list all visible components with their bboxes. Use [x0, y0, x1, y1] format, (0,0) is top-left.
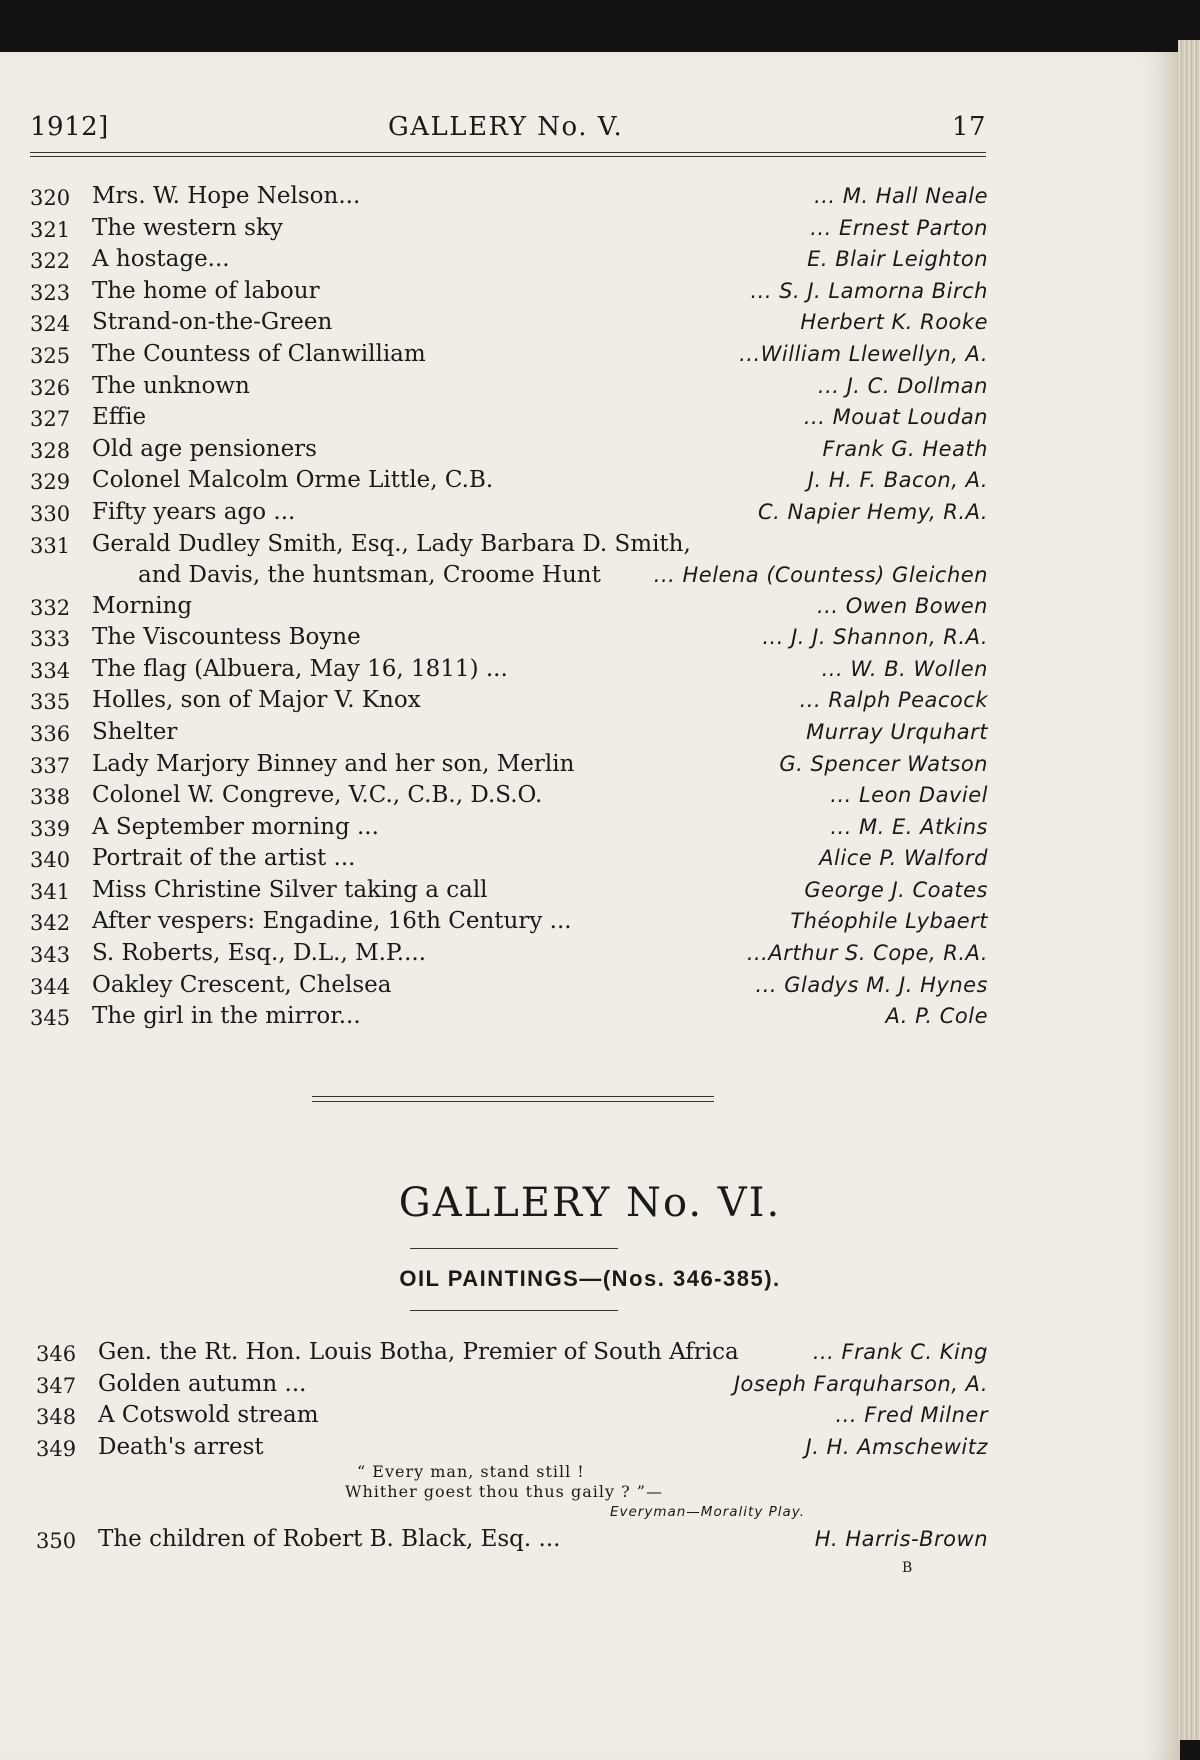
entry-number: 329 — [30, 470, 71, 495]
entry-artist: George J. Coates — [804, 877, 988, 902]
entry-number: 328 — [30, 438, 71, 463]
entry-number: 342 — [30, 911, 71, 936]
signature-mark: B — [902, 1560, 913, 1576]
header-rule — [30, 152, 986, 157]
catalogue-entry — [30, 371, 988, 403]
entry-title: The girl in the mirror... — [92, 1003, 361, 1030]
entry-title: The flag (Albuera, May 16, 1811) ... — [92, 655, 508, 682]
catalogue-entry — [36, 1337, 988, 1369]
entry-artist: ... Helena (Countess) Gleichen — [653, 562, 988, 587]
entry-number: 330 — [30, 501, 71, 526]
quote-line-1: “ Every man, stand still ! — [357, 1462, 585, 1481]
entry-number: 334 — [30, 658, 71, 683]
entry-title: Lady Marjory Binney and her son, Merlin — [92, 750, 575, 777]
quote-source: Everyman—Morality Play. — [609, 1504, 805, 1520]
catalogue-entry — [30, 434, 988, 466]
catalogue-entry — [30, 938, 988, 970]
gallery-vi-list — [36, 1337, 988, 1463]
entry-number: 345 — [30, 1006, 71, 1031]
catalogue-entry — [36, 1400, 988, 1432]
entry-artist: ... Gladys M. J. Hynes — [755, 972, 988, 997]
entry-artist: ... W. B. Wollen — [821, 656, 988, 681]
entry-number: 344 — [30, 974, 71, 999]
entry-title: Colonel W. Congreve, V.C., C.B., D.S.O. — [92, 782, 543, 809]
epigraph-quote — [345, 1462, 815, 1522]
entry-artist: ... J. J. Shannon, R.A. — [762, 625, 988, 650]
catalogue-entry — [36, 1432, 988, 1464]
catalogue-entry — [30, 717, 988, 749]
entry-title: A Cotswold stream — [98, 1402, 319, 1429]
entry-number: 326 — [30, 375, 71, 400]
catalogue-entry — [30, 970, 988, 1002]
catalogue-entry — [30, 402, 988, 434]
catalogue-entry — [30, 213, 988, 245]
entry-title: Strand-on-the-Green — [92, 309, 333, 336]
entry-title: S. Roberts, Esq., D.L., M.P.... — [92, 940, 427, 967]
subtitle-rule — [410, 1310, 618, 1311]
entry-number: 331 — [30, 533, 71, 558]
catalogue-entry — [36, 1524, 988, 1556]
entry-title: The children of Robert B. Black, Esq. ... — [98, 1526, 561, 1552]
entry-artist: ... J. C. Dollman — [817, 373, 988, 398]
entry-artist: J. H. F. Bacon, A. — [807, 468, 988, 493]
entry-artist: H. Harris-Brown — [814, 1527, 988, 1551]
entry-title: The western sky — [92, 214, 283, 241]
entry-title: Morning — [92, 592, 193, 619]
entry-artist: ... Frank C. King — [812, 1340, 988, 1364]
entry-title: Death's arrest — [98, 1433, 264, 1460]
entry-artist: Théophile Lybaert — [790, 909, 988, 934]
entry-title: Portrait of the artist ... — [92, 845, 356, 872]
entry-artist: ... Mouat Loudan — [803, 405, 988, 430]
entry-number: 347 — [36, 1373, 77, 1398]
catalogue-entry — [30, 622, 988, 654]
entry-artist: ... S. J. Lamorna Birch — [750, 278, 988, 303]
entry-number: 332 — [30, 595, 71, 620]
catalogue-entry — [30, 875, 988, 907]
entry-artist: Frank G. Heath — [822, 436, 988, 461]
entry-title-continued: and Davis, the huntsman, Croome Hunt — [138, 561, 601, 588]
entry-title: Gen. the Rt. Hon. Louis Botha, Premier of South Africa — [98, 1339, 739, 1365]
gallery-v-list — [30, 181, 988, 1033]
entry-number: 340 — [30, 848, 71, 873]
entry-title: Oakley Crescent, Chelsea — [92, 971, 392, 998]
title-rule — [410, 1248, 618, 1249]
entry-artist: ...William Llewellyn, A. — [739, 341, 988, 366]
catalogue-entry — [36, 1369, 988, 1401]
entry-number: 333 — [30, 627, 71, 652]
catalogue-entry — [30, 1001, 988, 1033]
entry-title: Fifty years ago ... — [92, 498, 296, 525]
entry-title: Miss Christine Silver taking a call — [92, 876, 488, 903]
catalogue-entry — [30, 906, 988, 938]
catalogue-entry — [30, 812, 988, 844]
entry-title: Gerald Dudley Smith, Esq., Lady Barbara D. Smith, — [92, 530, 691, 557]
running-head-year: 1912] — [30, 112, 109, 142]
catalogue-entry — [30, 654, 988, 686]
entry-number: 322 — [30, 249, 71, 274]
entry-artist: Murray Urquhart — [806, 719, 988, 744]
entry-number: 337 — [30, 753, 71, 778]
section-divider — [312, 1096, 714, 1102]
entry-number: 321 — [30, 217, 71, 242]
entry-title: Colonel Malcolm Orme Little, C.B. — [92, 467, 494, 494]
catalogue-entry — [30, 465, 988, 497]
entry-title: Holles, son of Major V. Knox — [92, 687, 421, 714]
entry-artist: ... Leon Daviel — [830, 783, 988, 808]
entry-artist: Alice P. Walford — [819, 846, 988, 871]
entry-number: 343 — [30, 943, 71, 968]
entry-number: 327 — [30, 407, 71, 432]
entry-title: A September morning ... — [92, 813, 379, 840]
entry-number: 349 — [36, 1436, 77, 1461]
entry-title: Shelter — [92, 718, 178, 745]
catalogue-entry — [30, 244, 988, 276]
entry-artist: ...Arthur S. Cope, R.A. — [746, 941, 988, 966]
gallery-vi-list-continued — [36, 1524, 988, 1556]
entry-number: 320 — [30, 186, 71, 210]
catalogue-entry — [30, 529, 988, 591]
gallery-vi-subtitle: OIL PAINTINGS—(Nos. 346-385). — [399, 1266, 781, 1291]
entry-title: A hostage... — [92, 246, 230, 273]
entry-number: 339 — [30, 816, 71, 841]
catalogue-entry — [30, 780, 988, 812]
entry-artist: ... M. Hall Neale — [814, 184, 988, 208]
entry-title: The Viscountess Boyne — [92, 624, 361, 651]
entry-number: 325 — [30, 343, 71, 368]
entry-artist: ... Ernest Parton — [810, 215, 988, 240]
running-head-title: GALLERY No. V. — [388, 112, 624, 142]
entry-number: 350 — [36, 1529, 77, 1553]
entry-artist: ... Ralph Peacock — [799, 688, 988, 713]
catalogue-entry — [30, 276, 988, 308]
entry-number: 336 — [30, 721, 71, 746]
page-number: 17 — [951, 112, 986, 142]
entry-artist: A. P. Cole — [885, 1004, 988, 1029]
entry-number: 341 — [30, 879, 71, 904]
entry-title: Old age pensioners — [92, 435, 317, 462]
catalogue-entry — [30, 749, 988, 781]
entry-artist: ... Fred Milner — [835, 1403, 988, 1428]
entry-title: After vespers: Engadine, 16th Century ... — [92, 908, 572, 935]
entry-artist: ... M. E. Atkins — [830, 814, 988, 839]
entry-artist: ... Owen Bowen — [817, 593, 988, 618]
entry-artist: C. Napier Hemy, R.A. — [758, 499, 988, 524]
catalogue-entry — [30, 307, 988, 339]
entry-artist: G. Spencer Watson — [779, 751, 988, 776]
entry-artist: Joseph Farquharson, A. — [733, 1371, 988, 1396]
catalogue-entry — [30, 591, 988, 623]
catalogue-entry — [30, 843, 988, 875]
entry-artist: J. H. Amschewitz — [805, 1434, 988, 1459]
entry-artist: Herbert K. Rooke — [800, 310, 988, 335]
entry-number: 324 — [30, 312, 71, 337]
entry-number: 323 — [30, 280, 71, 305]
entry-number: 338 — [30, 785, 71, 810]
quote-line-2: Whither goest thou thus gaily ? ”— — [345, 1482, 663, 1501]
entry-number: 346 — [36, 1342, 77, 1366]
catalogue-entry — [30, 339, 988, 371]
entry-title: Mrs. W. Hope Nelson... — [92, 183, 361, 209]
entry-title: The unknown — [92, 372, 250, 399]
entry-title: Effie — [92, 404, 147, 431]
entry-artist: E. Blair Leighton — [807, 247, 988, 272]
catalogue-entry — [30, 685, 988, 717]
entry-number: 348 — [36, 1405, 77, 1430]
running-head — [30, 112, 986, 148]
page-edge — [1178, 40, 1200, 1740]
entry-number: 335 — [30, 690, 71, 715]
entry-title: The home of labour — [92, 277, 320, 304]
catalogue-entry — [30, 181, 988, 213]
entry-title: Golden autumn ... — [98, 1370, 307, 1397]
catalogue-entry — [30, 497, 988, 529]
gallery-vi-title: GALLERY No. VI. — [398, 1180, 782, 1226]
entry-title: The Countess of Clanwilliam — [92, 340, 426, 367]
